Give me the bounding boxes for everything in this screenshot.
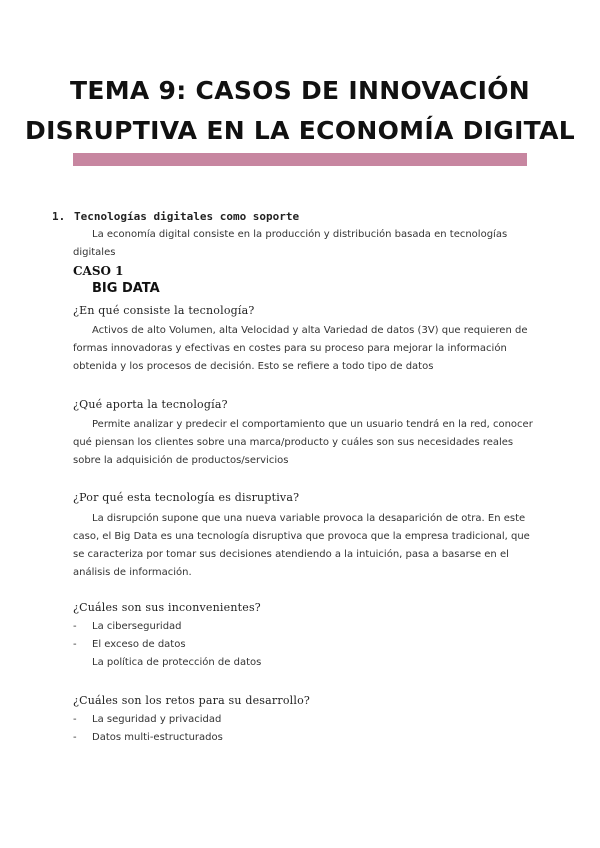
question-3: ¿Por qué esta tecnología es disruptiva? <box>73 491 300 504</box>
list-item: - La ciberseguridad <box>73 621 182 632</box>
answer-1-text: Activos de alto Volumen, alta Velocidad y alta Variedad de datos (3V) que requieren de formas innovadoras y efectivas en costes para su proceso para mejorar la información obtenida y los procesos de decisión. Esto se refiere a todo tipo de datos <box>73 325 528 372</box>
section-heading <box>52 210 299 223</box>
question-5: ¿Cuáles son los retos para su desarrollo? <box>73 694 310 707</box>
question-2: ¿Qué aporta la tecnología? <box>73 398 228 411</box>
list-item <box>73 657 261 668</box>
answer-3-paragraph <box>73 510 533 582</box>
page-title-line-1: TEMA 9: CASOS DE INNOVACIÓN <box>69 76 530 105</box>
section-intro-paragraph <box>73 226 533 262</box>
list-item-text: La política de protección de datos <box>92 657 262 668</box>
answer-1-paragraph <box>73 322 533 376</box>
title-underline-bar <box>73 153 527 166</box>
page-title-line-2: DISRUPTIVA EN LA ECONOMÍA DIGITAL <box>25 116 575 145</box>
answer-2-text: Permite analizar y predecir el comportamiento que un usuario tendrá en la red, conocer qué piensan los clientes sobre una marca/producto y cuáles son sus necesidades reales sobre la adquisición de productos/servicios <box>73 419 533 466</box>
list-item: - El exceso de datos <box>73 639 186 650</box>
list-item-text: La seguridad y privacidad <box>92 714 222 725</box>
list-item: - La seguridad y privacidad <box>73 714 222 725</box>
case-label: CASO 1 <box>73 264 124 278</box>
list-item-text: La ciberseguridad <box>92 621 182 632</box>
question-1: ¿En qué consiste la tecnología? <box>73 304 255 317</box>
section-title: Tecnologías digitales como soporte <box>74 210 300 223</box>
list-item: - Datos multi-estructurados <box>73 732 223 743</box>
case-name: BIG DATA <box>92 281 160 296</box>
section-intro-text: La economía digital consiste en la producción y distribución basada en tecnologías digitales <box>73 229 508 258</box>
answer-3-text: La disrupción supone que una nueva variable provoca la desaparición de otra. En este caso, el Big Data es una tecnología disruptiva que provoca que la empresa tradicional, que se caracteriza por tomar sus decisiones atendiendo a la intuición, pasa a basarse en el análisis de información. <box>73 513 530 578</box>
question-4: ¿Cuáles son sus inconvenientes? <box>73 601 261 614</box>
list-item-text: Datos multi-estructurados <box>92 732 223 743</box>
section-number: 1. <box>52 210 66 223</box>
list-item-text: El exceso de datos <box>92 639 186 650</box>
answer-2-paragraph <box>73 416 533 470</box>
